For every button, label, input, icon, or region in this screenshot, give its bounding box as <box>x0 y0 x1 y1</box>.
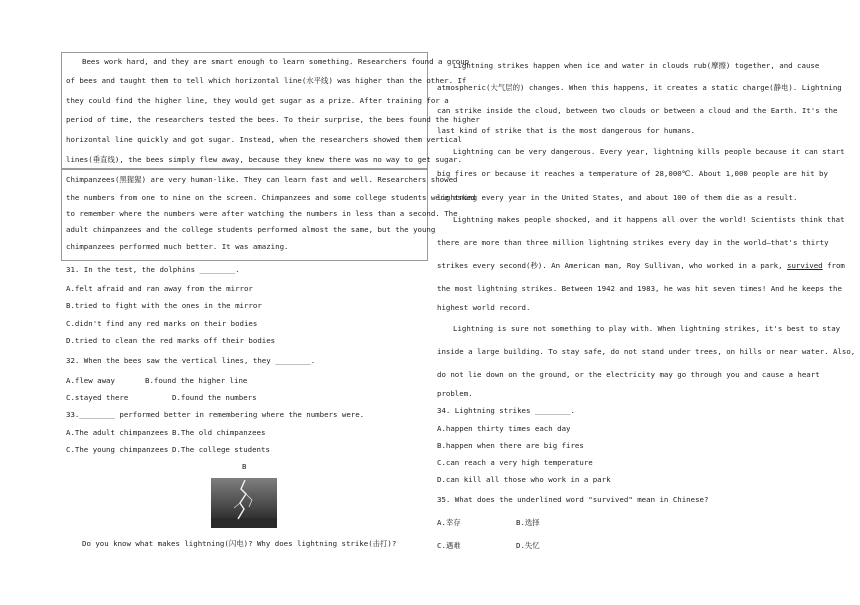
q35-option-c[interactable]: C.遇难 <box>437 541 461 550</box>
q33-option-b[interactable]: B.The old chimpanzees <box>172 428 266 437</box>
q34-option-a[interactable]: A.happen thirty times each day <box>437 424 571 433</box>
q34-option-d[interactable]: D.can kill all those who work in a park <box>437 475 611 484</box>
bees-line-4: period of time, the researchers tested the bees. To their surprise, the bees found the higher <box>66 115 480 124</box>
lightning-p4-line-4: problem. <box>437 389 473 398</box>
chimp-line-2: the numbers from one to nine on the screen. Chimpanzees and some college students were asked <box>66 193 476 202</box>
lightning-p2-line-3: lightning every year in the United States, and about 100 of them die as a result. <box>437 193 798 202</box>
lightning-p3-line-3 <box>437 262 845 269</box>
q31-option-b[interactable]: B.tried to fight with the ones in the mirror <box>66 301 262 310</box>
bees-line-1: Bees work hard, and they are smart enough to learn something. Researchers found a group <box>82 57 470 66</box>
question-31: 31. In the test, the dolphins ________. <box>66 265 240 274</box>
lightning-photo <box>211 478 277 528</box>
question-35: 35. What does the underlined word "survived" mean in Chinese? <box>437 495 709 504</box>
bees-line-2: of bees and taught them to tell which horizontal line(水平线) was higher than the other. If <box>66 76 467 85</box>
lightning-p3-line-2: there are more than three million lightning strikes every day in the world—that's thirty <box>437 238 829 247</box>
passage-b-intro: Do you know what makes lightning(闪电)? Why does lightning strike(击打)? <box>82 539 397 548</box>
lightning-p2-line-1: Lightning can be very dangerous. Every year, lightning kills people because it can start <box>453 147 845 156</box>
chimp-line-5: chimpanzees performed much better. It was amazing. <box>66 242 289 251</box>
q35-option-a[interactable]: A.幸存 <box>437 518 461 527</box>
q33-option-c[interactable]: C.The young chimpanzees <box>66 445 169 454</box>
q31-option-c[interactable]: C.didn't find any red marks on their bodies <box>66 319 258 328</box>
chimp-line-1: Chimpanzees(黑猩猩) are very human-like. They can learn fast and well. Researchers showed <box>66 175 458 184</box>
lightning-p1-line-4: last kind of strike that is the most dangerous for humans. <box>437 126 696 135</box>
q35-option-d[interactable]: D.失忆 <box>516 541 540 550</box>
q34-option-c[interactable]: C.can reach a very high temperature <box>437 458 593 467</box>
lightning-p3-line-4: the most lightning strikes. Between 1942 and 1983, he was hit seven times! And he keeps the <box>437 284 842 293</box>
passage-box-bees <box>61 52 428 170</box>
lightning-p4-line-1: Lightning is sure not something to play with. When lightning strikes, it's best to stay <box>453 324 841 333</box>
underlined-word-survived: survived <box>787 261 823 270</box>
q32-option-a[interactable]: A.flew away <box>66 376 115 385</box>
lightning-p3-line-1: Lightning makes people shocked, and it happens all over the world! Scientists think that <box>453 215 845 224</box>
bees-line-3: they could find the higher line, they would get sugar as a prize. After training for a <box>66 96 449 105</box>
chimp-line-4: adult chimpanzees and the college students performed almost the same, but the young <box>66 225 436 234</box>
question-33: 33.________ performed better in remembering where the numbers were. <box>66 410 365 419</box>
q35-option-b[interactable]: B.选择 <box>516 518 540 527</box>
q32-option-b[interactable]: B.found the higher line <box>145 376 248 385</box>
q31-option-a[interactable]: A.felt afraid and ran away from the mirror <box>66 284 253 293</box>
lightning-p1-line-2: atmospheric(大气层的) changes. When this happens, it creates a static charge(静电). Lightning <box>437 83 842 92</box>
bees-line-5: horizontal line quickly and got sugar. Instead, when the researchers showed them vertical <box>66 135 463 144</box>
chimp-line-3: to remember where the numbers were after watching the numbers in less than a second. The <box>66 209 458 218</box>
lightning-p1-line-3: can strike inside the cloud, between two clouds or between a cloud and the Earth. It's the <box>437 106 838 115</box>
lightning-p4-line-3: do not lie down on the ground, or the electricity may go through you and cause a heart <box>437 370 820 379</box>
p3-line-3-pre: strikes every second(秒). An American man, Roy Sullivan, who worked in a park, <box>437 261 788 270</box>
lightning-p1-line-1: Lightning strikes happen when ice and water in clouds rub(摩擦) together, and cause <box>453 61 820 70</box>
q33-option-a[interactable]: A.The adult chimpanzees <box>66 428 169 437</box>
q32-option-c[interactable]: C.stayed there <box>66 393 129 402</box>
p3-line-3-post: from <box>822 261 845 270</box>
q33-option-d[interactable]: D.The college students <box>172 445 270 454</box>
question-32: 32. When the bees saw the vertical lines, they ________. <box>66 356 316 365</box>
lightning-p2-line-2: big fires or because it reaches a temperature of 28,000℃. About 1,000 people are hit by <box>437 169 828 178</box>
q34-option-b[interactable]: B.happen when there are big fires <box>437 441 584 450</box>
lightning-p3-line-5: highest world record. <box>437 303 531 312</box>
bees-line-6: lines(垂直线), the bees simply flew away, because they knew there was no way to get sugar. <box>66 155 462 164</box>
section-b-heading: B <box>242 462 247 471</box>
lightning-p4-line-2: inside a large building. To stay safe, do not stand under trees, on hills or near water. Also, <box>437 347 856 356</box>
q32-option-d[interactable]: D.found the numbers <box>172 393 257 402</box>
q31-option-d[interactable]: D.tried to clean the red marks off their bodies <box>66 336 276 345</box>
question-34: 34. Lightning strikes ________. <box>437 406 575 415</box>
